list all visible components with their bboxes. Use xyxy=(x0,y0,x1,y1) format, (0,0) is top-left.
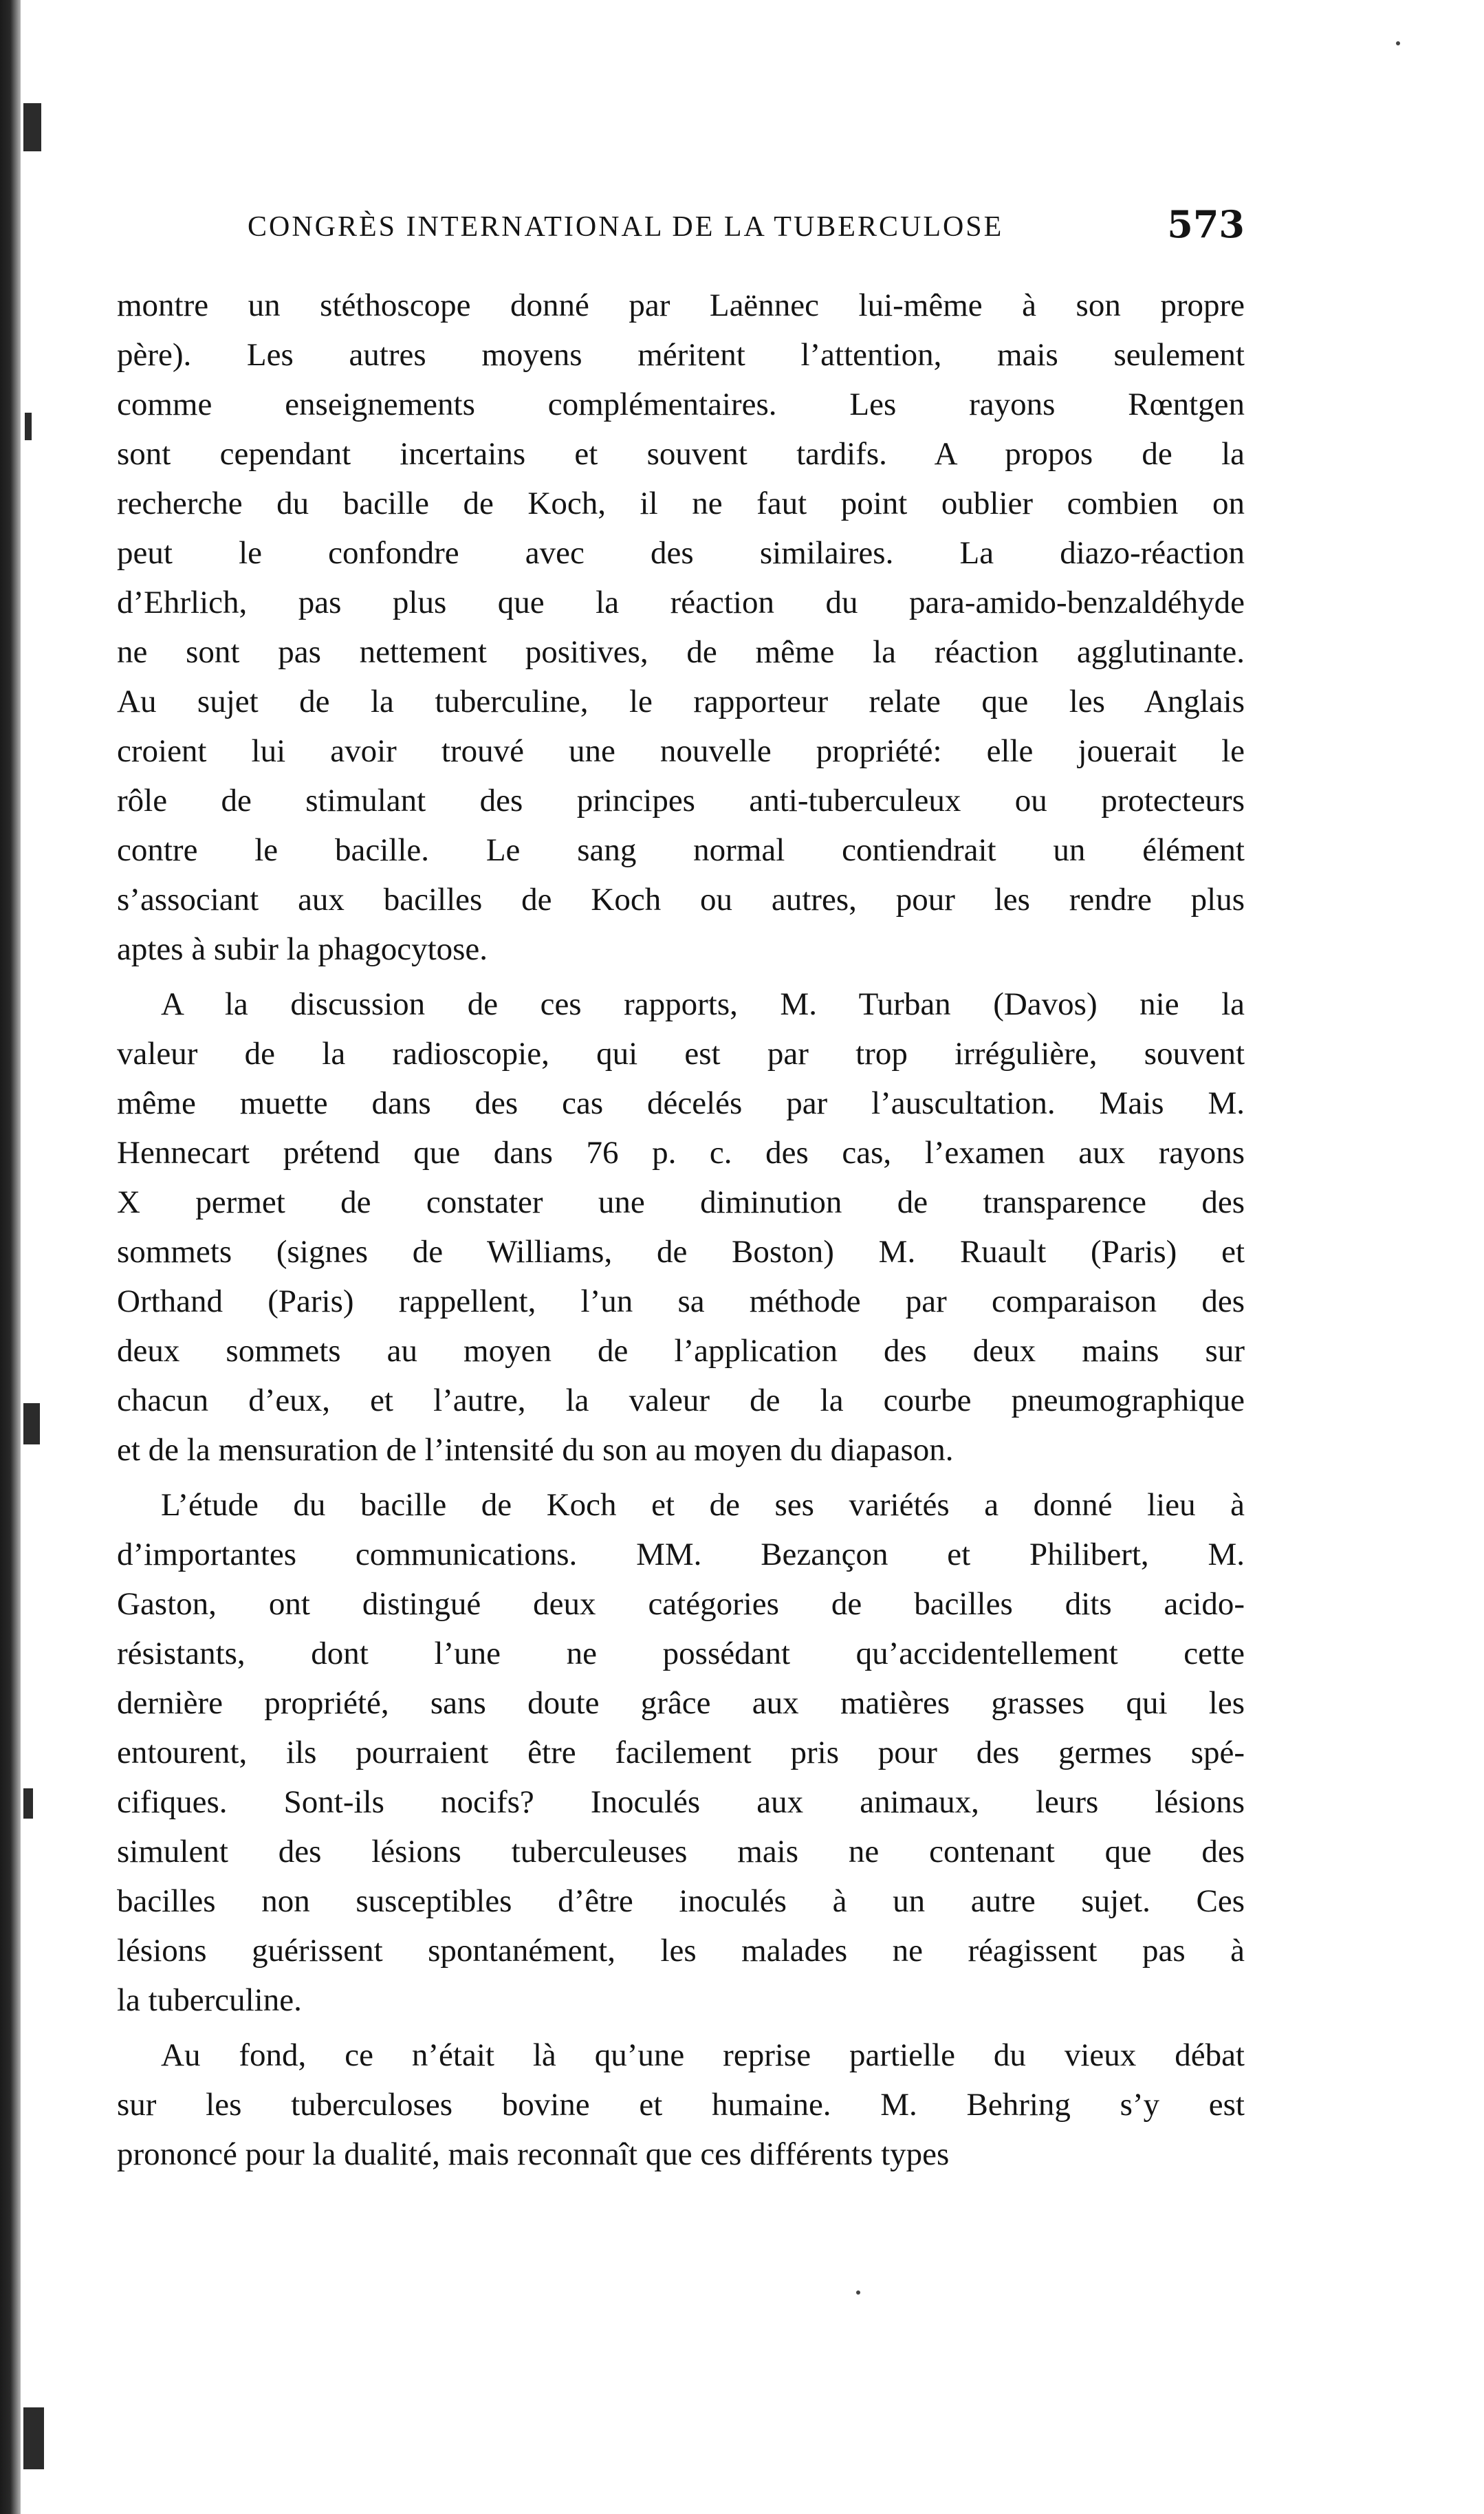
text-line: et de la mensuration de l’intensité du son au moyen du diapason. xyxy=(117,1432,954,1468)
text-line: prononcé pour la dualité, mais reconnaît que ces différents types xyxy=(117,2136,950,2172)
page-header xyxy=(248,203,1245,251)
text-line: d’Ehrlich, pas plus que la réaction du para-amido-benzaldéhyde xyxy=(117,585,1245,620)
text-line: simulent des lésions tuberculeuses mais ne contenant que des xyxy=(117,1834,1245,1870)
text-line: Hennecart prétend que dans 76 p. c. des cas, l’examen aux rayons xyxy=(117,1135,1245,1171)
text-line: la tuberculine. xyxy=(117,1982,302,2018)
text-line: Gaston, ont distingué deux catégories de bacilles dits acido- xyxy=(117,1586,1245,1622)
text-line: entourent, ils pourraient être facilement pris pour des germes spé- xyxy=(117,1735,1245,1770)
text-line: rôle de stimulant des principes anti-tuberculeux ou protecteurs xyxy=(117,783,1245,819)
text-line: cifiques. Sont-ils nocifs? Inoculés aux animaux, leurs lésions xyxy=(117,1784,1245,1820)
text-line: A la discussion de ces rapports, M. Turban (Davos) nie la xyxy=(161,986,1245,1022)
text-line: père). Les autres moyens méritent l’attention, mais seulement xyxy=(117,337,1245,373)
paragraph xyxy=(117,2030,1245,2179)
paragraph xyxy=(117,281,1245,974)
text-line: peut le confondre avec des similaires. La diazo-réaction xyxy=(117,535,1245,571)
text-line: Orthand (Paris) rappellent, l’un sa méthode par comparaison des xyxy=(117,1283,1245,1319)
paragraph xyxy=(117,1480,1245,2025)
text-line: comme enseignements complémentaires. Les rayons Rœntgen xyxy=(117,387,1245,422)
text-line: chacun d’eux, et l’autre, la valeur de la courbe pneumographique xyxy=(117,1383,1245,1418)
text-line: s’associant aux bacilles de Koch ou autres, pour les rendre plus xyxy=(117,882,1245,918)
text-line: valeur de la radioscopie, qui est par trop irrégulière, souvent xyxy=(117,1036,1245,1072)
text-line: d’importantes communications. MM. Bezançon et Philibert, M. xyxy=(117,1537,1245,1572)
text-line: bacilles non susceptibles d’être inoculés à un autre sujet. Ces xyxy=(117,1883,1245,1919)
text-line: ne sont pas nettement positives, de même la réaction agglutinante. xyxy=(117,634,1245,670)
text-line: Au fond, ce n’était là qu’une reprise partielle du vieux débat xyxy=(161,2037,1245,2073)
text-line: recherche du bacille de Koch, il ne faut point oublier combien on xyxy=(117,486,1245,521)
text-line: sommets (signes de Williams, de Boston) M. Ruault (Paris) et xyxy=(117,1234,1245,1270)
text-line: sont cependant incertains et souvent tardifs. A propos de la xyxy=(117,436,1245,472)
text-line: Au sujet de la tuberculine, le rapporteur relate que les Anglais xyxy=(117,684,1245,719)
text-line: L’étude du bacille de Koch et de ses variétés a donné lieu à xyxy=(161,1487,1245,1523)
gutter-speck xyxy=(23,1403,40,1444)
text-line: croient lui avoir trouvé une nouvelle propriété: elle jouerait le xyxy=(117,733,1245,769)
text-line: dernière propriété, sans doute grâce aux matières grasses qui les xyxy=(117,1685,1245,1721)
text-line: montre un stéthoscope donné par Laënnec lui-même à son propre xyxy=(117,288,1245,323)
text-line: lésions guérissent spontanément, les malades ne réagissent pas à xyxy=(117,1933,1245,1969)
gutter-speck xyxy=(23,1788,33,1819)
book-gutter-edge xyxy=(0,0,55,2514)
text-line: X permet de constater une diminution de transparence des xyxy=(117,1184,1245,1220)
scan-speck xyxy=(856,2290,860,2295)
scan-speck xyxy=(1396,41,1400,45)
text-line: contre le bacille. Le sang normal contiendrait un élément xyxy=(117,832,1245,868)
page-number: 573 xyxy=(1167,202,1245,246)
gutter-speck xyxy=(23,2407,44,2469)
gutter-speck xyxy=(25,413,32,440)
text-line: même muette dans des cas décelés par l’auscultation. Mais M. xyxy=(117,1085,1245,1121)
body-text xyxy=(117,281,1245,2179)
text-line: aptes à subir la phagocytose. xyxy=(117,931,488,967)
text-line: sur les tuberculoses bovine et humaine. M. Behring s’y est xyxy=(117,2087,1245,2123)
text-line: deux sommets au moyen de l’application des deux mains sur xyxy=(117,1333,1245,1369)
gutter-shadow xyxy=(0,0,21,2514)
text-line: résistants, dont l’une ne possédant qu’accidentellement cette xyxy=(117,1636,1245,1671)
running-title: CONGRÈS INTERNATIONAL DE LA TUBERCULOSE xyxy=(248,211,1004,243)
gutter-speck xyxy=(23,103,41,151)
paragraph xyxy=(117,979,1245,1475)
